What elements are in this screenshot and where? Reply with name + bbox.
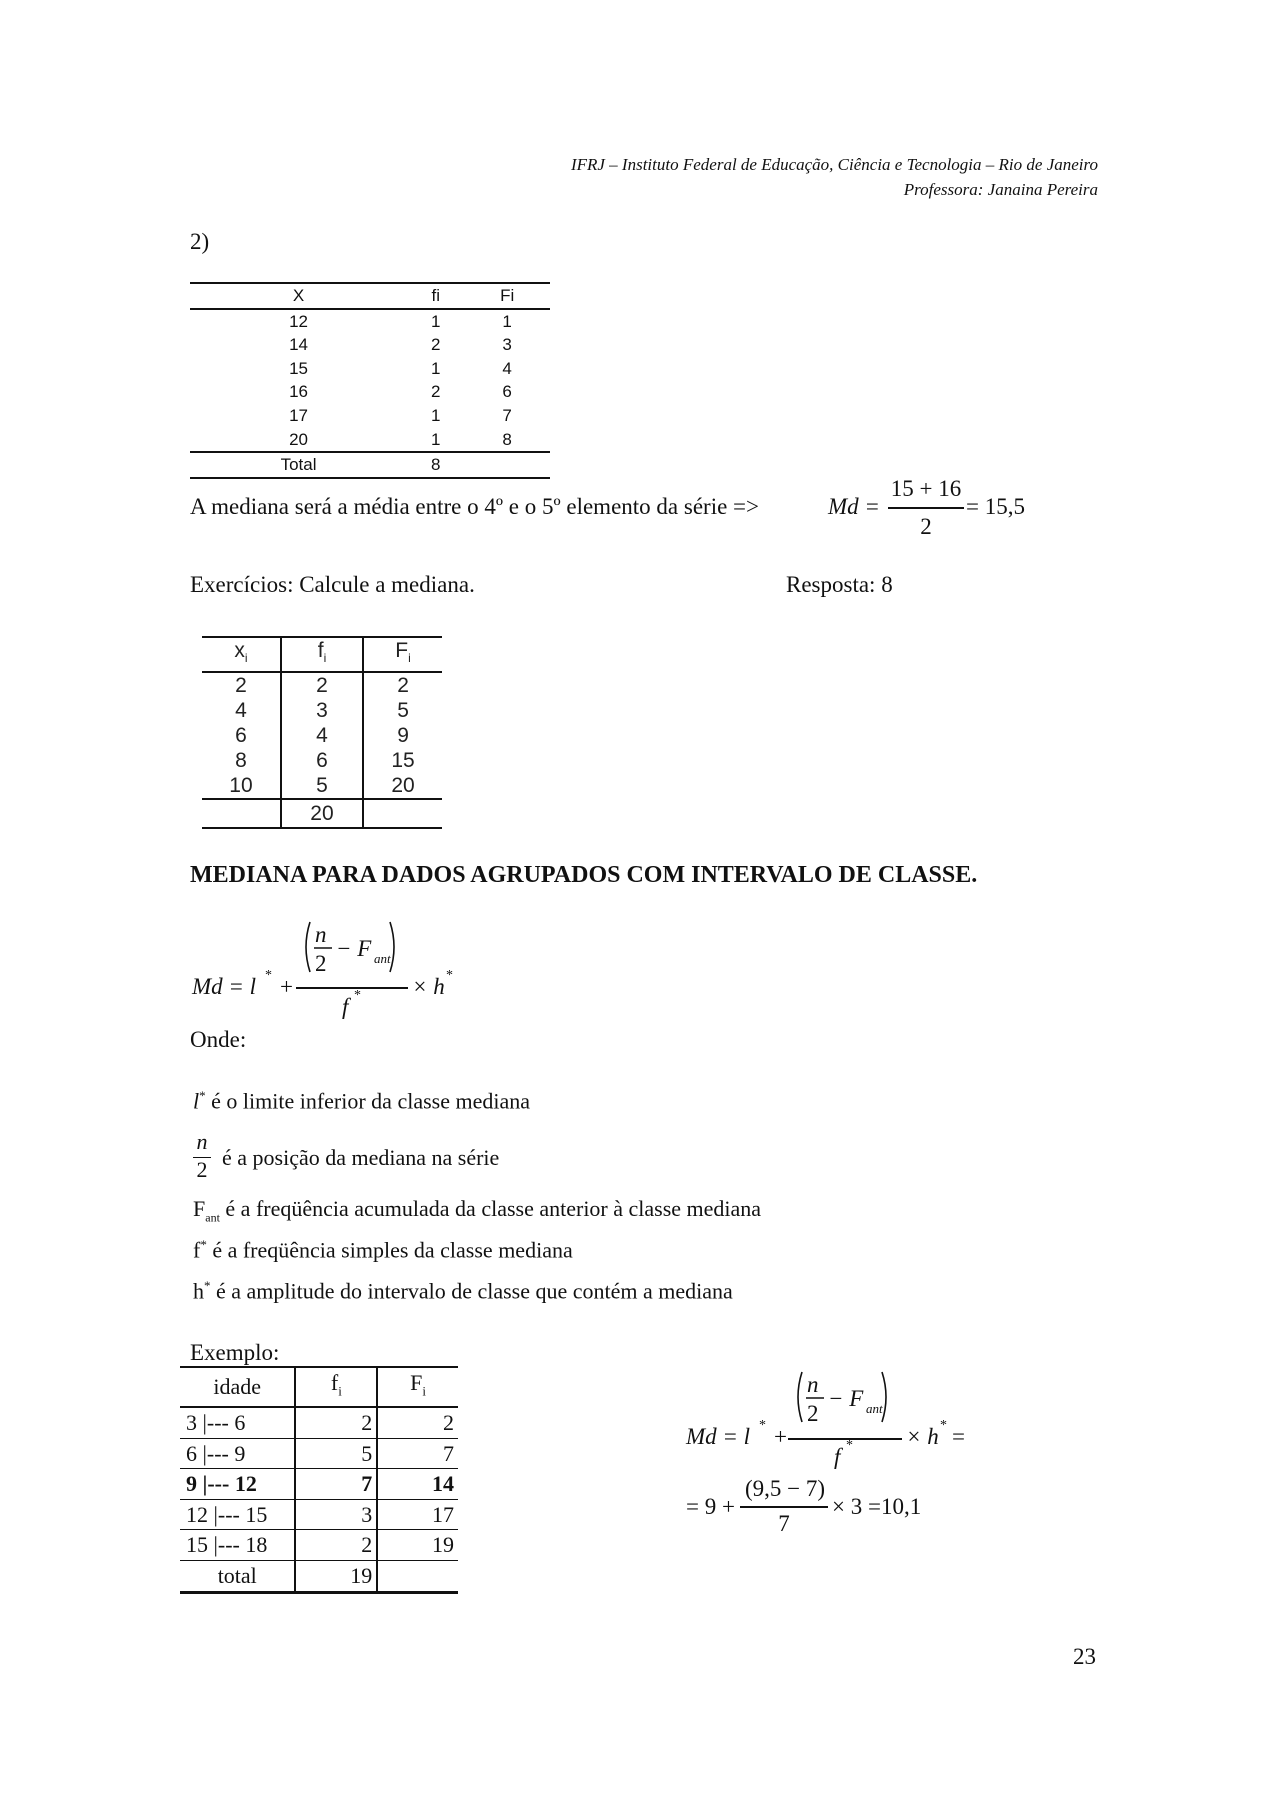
cell: 2	[295, 1530, 377, 1561]
class-lower: 6	[186, 1440, 197, 1466]
class-upper: 15	[245, 1501, 268, 1527]
cell: 15	[289, 358, 309, 378]
cell: 5	[295, 1438, 377, 1469]
formula-two: 2	[315, 951, 327, 976]
header-institution: IFRJ – Instituto Federal de Educação, Ciência e Tecnologia – Rio de Janeiro	[570, 155, 1098, 174]
class-upper: 9	[234, 1440, 246, 1466]
cell: 6	[281, 748, 363, 773]
table-row	[202, 773, 442, 799]
cell: 12	[289, 311, 309, 331]
table-row	[190, 428, 550, 453]
cell: 1	[430, 405, 441, 425]
symbol-F: F	[193, 1196, 206, 1221]
formula-f: f	[342, 994, 349, 1019]
table-frequency-2	[202, 636, 442, 829]
formula-ant: ant	[374, 951, 391, 966]
definition-h	[193, 1278, 733, 1304]
table-sum-row	[202, 799, 442, 828]
item-number: 2)	[190, 229, 210, 254]
table-row	[180, 1438, 458, 1469]
formula-times-h: × h	[412, 974, 445, 999]
table-row	[180, 1499, 458, 1530]
cell: 17	[377, 1499, 458, 1530]
cell: 2	[295, 1407, 377, 1438]
cell: 14	[289, 335, 309, 355]
header-sub: i	[422, 1383, 427, 1399]
col-header-Fi	[363, 637, 442, 672]
formula-star: *	[759, 1418, 766, 1433]
table-total-row	[190, 452, 550, 478]
header-text: F	[395, 639, 409, 662]
table-row	[202, 698, 442, 723]
cell: 8	[235, 749, 247, 773]
table-row	[202, 748, 442, 773]
symbol-h: h	[193, 1278, 204, 1304]
class-lower: 3	[186, 1409, 197, 1435]
class-lower: 12	[186, 1501, 208, 1527]
table-row	[190, 357, 550, 381]
class-interval	[180, 1438, 295, 1469]
header-sub: i	[408, 651, 411, 666]
formula-times-h: × h	[906, 1424, 939, 1449]
header-text: f	[330, 1370, 339, 1395]
median-denominator: 2	[920, 514, 932, 539]
col-header-idade: idade	[180, 1367, 295, 1407]
empty-cell	[202, 799, 281, 828]
cell: 1	[430, 358, 441, 378]
cell: 4	[502, 358, 512, 378]
class-sep: |---	[213, 1532, 240, 1558]
table-row	[190, 333, 550, 357]
onde-label: Onde:	[190, 1027, 247, 1052]
symbol-f: f	[193, 1237, 201, 1263]
star: *	[204, 1278, 211, 1293]
class-upper: 6	[234, 1409, 246, 1435]
cell: 10	[229, 774, 253, 798]
table-frequency-1	[190, 282, 550, 479]
cell: 6	[502, 382, 512, 402]
example-formula	[686, 1368, 1006, 1548]
table-row	[180, 1407, 458, 1438]
fraction-bar	[888, 507, 964, 509]
class-interval	[180, 1499, 295, 1530]
cell: 20	[289, 429, 309, 449]
symbol-n: n	[196, 1129, 208, 1154]
cell: 1	[502, 311, 512, 331]
table-row	[190, 309, 550, 334]
definition-f	[193, 1237, 573, 1263]
formula-star: *	[846, 1438, 853, 1453]
class-interval	[180, 1469, 295, 1500]
class-lower: 9	[186, 1471, 197, 1497]
formula-ant: ant	[866, 1401, 883, 1416]
total-label: total	[180, 1560, 295, 1592]
median-result: = 15,5	[966, 494, 1025, 519]
formula-minus-f: − F	[336, 936, 372, 961]
definition-n-fraction	[193, 1130, 211, 1182]
fraction-bar	[740, 1506, 828, 1508]
formula-n: n	[315, 922, 327, 947]
star: *	[199, 1088, 206, 1103]
header-sub: i	[338, 1383, 342, 1399]
star: *	[200, 1237, 207, 1252]
symbol-l: l	[193, 1088, 200, 1114]
cell: 2	[377, 1407, 458, 1438]
cell: 2	[363, 672, 442, 698]
class-interval	[180, 1407, 295, 1438]
header-professor: Professora: Janaina Pereira	[903, 180, 1098, 199]
table-header-row	[180, 1367, 458, 1407]
empty-cell	[377, 1560, 458, 1592]
col-header-fi	[295, 1367, 377, 1407]
table-total-row	[180, 1560, 458, 1592]
definition-text: é o limite inferior da classe mediana	[211, 1088, 530, 1114]
formula-star: *	[354, 988, 361, 1003]
col-header-Fi	[377, 1367, 458, 1407]
cell: 5	[281, 773, 363, 799]
cell: 5	[363, 698, 442, 723]
header-text: f	[317, 639, 324, 662]
table-row	[180, 1530, 458, 1561]
col-header-x: X	[292, 286, 305, 305]
definition-text: é a amplitude do intervalo de classe que contém a mediana	[216, 1278, 733, 1304]
formula-plus: +	[774, 1424, 787, 1449]
class-upper: 18	[245, 1532, 268, 1558]
total-label: Total	[190, 452, 407, 478]
class-sep: |---	[213, 1501, 240, 1527]
empty-cell	[464, 452, 550, 478]
table-row	[202, 723, 442, 748]
cell: 4	[281, 723, 363, 748]
class-sep: |---	[202, 1471, 230, 1497]
col-header-fi	[281, 637, 363, 672]
formula-two: 2	[807, 1401, 819, 1426]
class-interval	[180, 1530, 295, 1561]
formula-n: n	[807, 1372, 819, 1397]
formula-star: *	[265, 968, 272, 983]
cell: 3	[281, 698, 363, 723]
cell: 1	[430, 311, 441, 331]
cell: 4	[235, 699, 247, 723]
cell: 2	[281, 672, 363, 698]
example-label: Exemplo:	[190, 1340, 280, 1365]
cell: 17	[289, 405, 309, 425]
formula-equals: =	[952, 1424, 965, 1449]
fraction-bar	[788, 1438, 902, 1440]
symbol-two: 2	[193, 1157, 211, 1182]
class-lower: 15	[186, 1532, 208, 1558]
col-header-fi: fi	[431, 286, 440, 305]
exercise-answer: Resposta: 8	[786, 572, 893, 597]
class-sep: |---	[202, 1440, 229, 1466]
table-row	[202, 672, 442, 698]
cell: 3	[295, 1499, 377, 1530]
header-sub: i	[323, 651, 327, 666]
page-header	[571, 152, 1098, 202]
table-row	[190, 380, 550, 404]
total-value: 8	[407, 452, 464, 478]
cell: 8	[502, 429, 512, 449]
class-upper: 12	[234, 1471, 257, 1497]
total-value: 19	[295, 1560, 377, 1592]
formula-f: f	[834, 1444, 841, 1469]
cell: 1	[430, 429, 441, 449]
table-row-median-class	[180, 1469, 458, 1500]
header-text: x	[234, 639, 245, 662]
table-example-classes	[180, 1366, 458, 1594]
median-lhs: Md =	[828, 494, 880, 519]
formula-line2-end: × 3 =10,1	[832, 1494, 922, 1519]
table-header-row	[202, 637, 442, 672]
class-sep: |---	[202, 1409, 229, 1435]
cell: 14	[377, 1469, 458, 1500]
cell: 7	[377, 1438, 458, 1469]
formula-star: *	[940, 1418, 947, 1433]
col-header-xi	[202, 637, 281, 672]
formula-md: Md = l	[192, 974, 257, 999]
exercise-prompt: Exercícios: Calcule a mediana.	[190, 572, 475, 597]
header-sub: i	[244, 651, 248, 666]
page-number: 23	[1073, 1644, 1096, 1669]
cell: 6	[235, 724, 247, 748]
empty-cell	[363, 799, 442, 828]
section-heading: MEDIANA PARA DADOS AGRUPADOS COM INTERVALO DE CLASSE.	[190, 862, 978, 888]
definition-text: é a freqüência acumulada da classe anterior à classe mediana	[225, 1196, 762, 1221]
table-header-row	[190, 283, 550, 309]
formula-md: Md = l	[686, 1424, 751, 1449]
median-numerator: 15 + 16	[890, 476, 962, 501]
col-header-Fi: Fi	[500, 286, 515, 305]
formula-star: *	[446, 968, 453, 983]
fraction-bar	[296, 987, 408, 989]
table-row	[190, 404, 550, 428]
sum-value: 20	[281, 799, 363, 828]
cell: 19	[377, 1530, 458, 1561]
definition-fant	[193, 1196, 761, 1225]
cell: 16	[289, 382, 309, 402]
definition-text: é a freqüência simples da classe mediana	[212, 1237, 573, 1263]
sub-ant: ant	[205, 1210, 220, 1225]
cell: 2	[430, 382, 441, 402]
cell: 7	[502, 405, 512, 425]
cell: 2	[235, 674, 247, 698]
formula-numerator: (9,5 − 7)	[744, 1476, 826, 1501]
formula-plus: +	[280, 974, 293, 999]
median-grouped-formula	[192, 918, 492, 1038]
definition-l	[193, 1088, 530, 1114]
median-sentence: A mediana será a média entre o 4º e o 5º elemento da série =>	[190, 494, 759, 519]
formula-line2-start: = 9 +	[686, 1494, 735, 1519]
cell: 20	[363, 773, 442, 799]
cell: 2	[430, 335, 441, 355]
formula-denominator: 7	[778, 1511, 790, 1536]
cell: 3	[502, 335, 512, 355]
cell: 7	[295, 1469, 377, 1500]
formula-minus-f: − F	[828, 1386, 864, 1411]
definition-n-text: é a posição da mediana na série	[222, 1145, 500, 1170]
header-text: F	[410, 1370, 423, 1395]
cell: 9	[363, 723, 442, 748]
cell: 15	[363, 748, 442, 773]
